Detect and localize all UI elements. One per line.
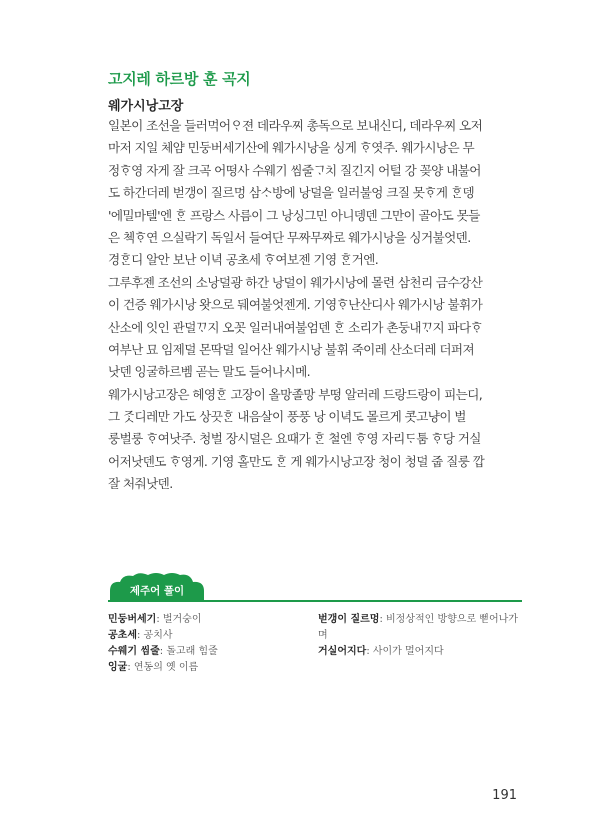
glossary-header bbox=[108, 572, 522, 602]
glossary-term: 민둥버세기 bbox=[108, 614, 157, 625]
glossary-term: 거실어지다 bbox=[318, 646, 367, 657]
glossary-def: : 돌고래 힘줄 bbox=[159, 646, 218, 657]
glossary-column-left bbox=[108, 612, 318, 676]
glossary-entry bbox=[108, 644, 318, 660]
body-line: 마저 지일 체얌 민둥버세기산에 웨가시낭을 싱게 ᄒᆞ엿주. 웨가시낭은 무 bbox=[108, 140, 475, 156]
body-line: 산소에 잇인 관덜ᄁᆞ지 오꼿 일러내여불엄덴 ᄒᆞᆫ 소리가 촌둥내ᄁᆞ지 파다ᄒᆞ bbox=[108, 319, 483, 335]
body-line: 어저낫덴도 ᄒᆞ영게. 기영 홀만도 ᄒᆞᆫ 게 웨가시낭고장 청이 청덜 줍 질룽 깝 bbox=[108, 453, 485, 469]
glossary-def: : 사이가 멀어지다 bbox=[366, 646, 444, 657]
body-line: 그루후젠 조선의 소낭덜광 하간 낭덜이 웨가시낭에 몰련 삼천리 금수강산 bbox=[108, 274, 483, 290]
sub-title: 웨가시낭고장 bbox=[108, 99, 184, 114]
body-line: 여부난 묘 임제덜 몬딱덜 일어산 웨가시낭 불휘 죽이레 산소더레 더퍼져 bbox=[108, 341, 475, 357]
body-line: 룽벌룽 ᄒᆞ여낫주. 청벌 장시덜은 요때가 ᄒᆞᆫ 철엔 ᄒᆞ영 자리ᄃᆞ툼 ᄒᆞ당 거실 bbox=[108, 431, 481, 447]
glossary-entry bbox=[108, 628, 318, 644]
glossary-entry bbox=[318, 644, 526, 660]
glossary-def: : 벌거숭이 bbox=[156, 614, 202, 625]
page-number: 191 bbox=[492, 788, 517, 803]
glossary-entry bbox=[108, 660, 318, 676]
glossary-def: : 비정상적인 방향으로 뻗어나가며 bbox=[318, 614, 518, 641]
body-line: 경ᄒᆞᆫ디 알안 보난 이녁 공초세 ᄒᆞ여보젠 기영 ᄒᆞᆫ거엔. bbox=[108, 252, 379, 268]
body-line: 일본이 조선을 들러먹어ᄋᆞ젼 데라우찌 총독으로 보내신디, 데라우찌 오저 bbox=[108, 118, 483, 133]
glossary-entry bbox=[108, 612, 318, 628]
body-line: 도 하간더레 벋갱이 질르멍 삼ᄉᆞ방에 낭덜을 일러불엉 크질 못ᄒᆞ게 ᄒᆞᆫ뎅 bbox=[108, 185, 475, 201]
glossary-term: 공초세 bbox=[108, 630, 137, 641]
glossary-label: 제주어 풀이 bbox=[129, 585, 185, 597]
glossary-term: 수웨기 씸줄 bbox=[108, 646, 160, 657]
glossary-def: : 공치사 bbox=[136, 630, 173, 641]
body-line: 잘 처줘낫덴. bbox=[108, 476, 173, 492]
glossary-def: : 연동의 옛 이름 bbox=[127, 662, 199, 673]
glossary-term: 잉굴 bbox=[108, 662, 128, 673]
body-line: 이 건증 웨가시낭 왓으로 뒈여불엇젠게. 기영ᄒᆞ난산디사 웨가시낭 불휘가 bbox=[108, 297, 483, 313]
glossary-rule bbox=[108, 600, 522, 602]
body-line: 정ᄒᆞ영 자게 잘 크곡 어떵사 수웨기 씸줄ᄀᆞ치 질긴지 어털 강 꽂양 내불어 bbox=[108, 162, 481, 178]
section-title: 고지레 하르방 훈 곡지 bbox=[108, 70, 251, 88]
body-line: 웨가시낭고장은 헤영ᄒᆞᆫ 고장이 올망졸망 부떵 알러레 드랑드랑이 피는디, bbox=[108, 386, 483, 402]
glossary-column-right bbox=[318, 612, 526, 660]
body-text bbox=[108, 115, 526, 496]
glossary-term: 벋갱이 질르멍 bbox=[318, 614, 380, 625]
body-line: 낫덴 잉굴하르벰 곧는 말도 들어나시메. bbox=[108, 364, 311, 380]
body-line: 은 첵ᄒᆞ연 으실락기 독일서 들여단 무짜무짜로 웨가시낭을 싱거불엇덴. bbox=[108, 229, 471, 245]
body-line: 그 ᄌᆞᆺ디레만 가도 상끗ᄒᆞᆫ 내음살이 풍풍 낭 이녁도 몰르게 콧고냥이 벌 bbox=[108, 409, 466, 425]
glossary-entry bbox=[318, 612, 526, 644]
body-line: '에밀마텔'엔 ᄒᆞᆫ 프랑스 사름이 그 낭싱그민 아니뎅덴 그만이 골아도 못들 bbox=[108, 207, 480, 223]
